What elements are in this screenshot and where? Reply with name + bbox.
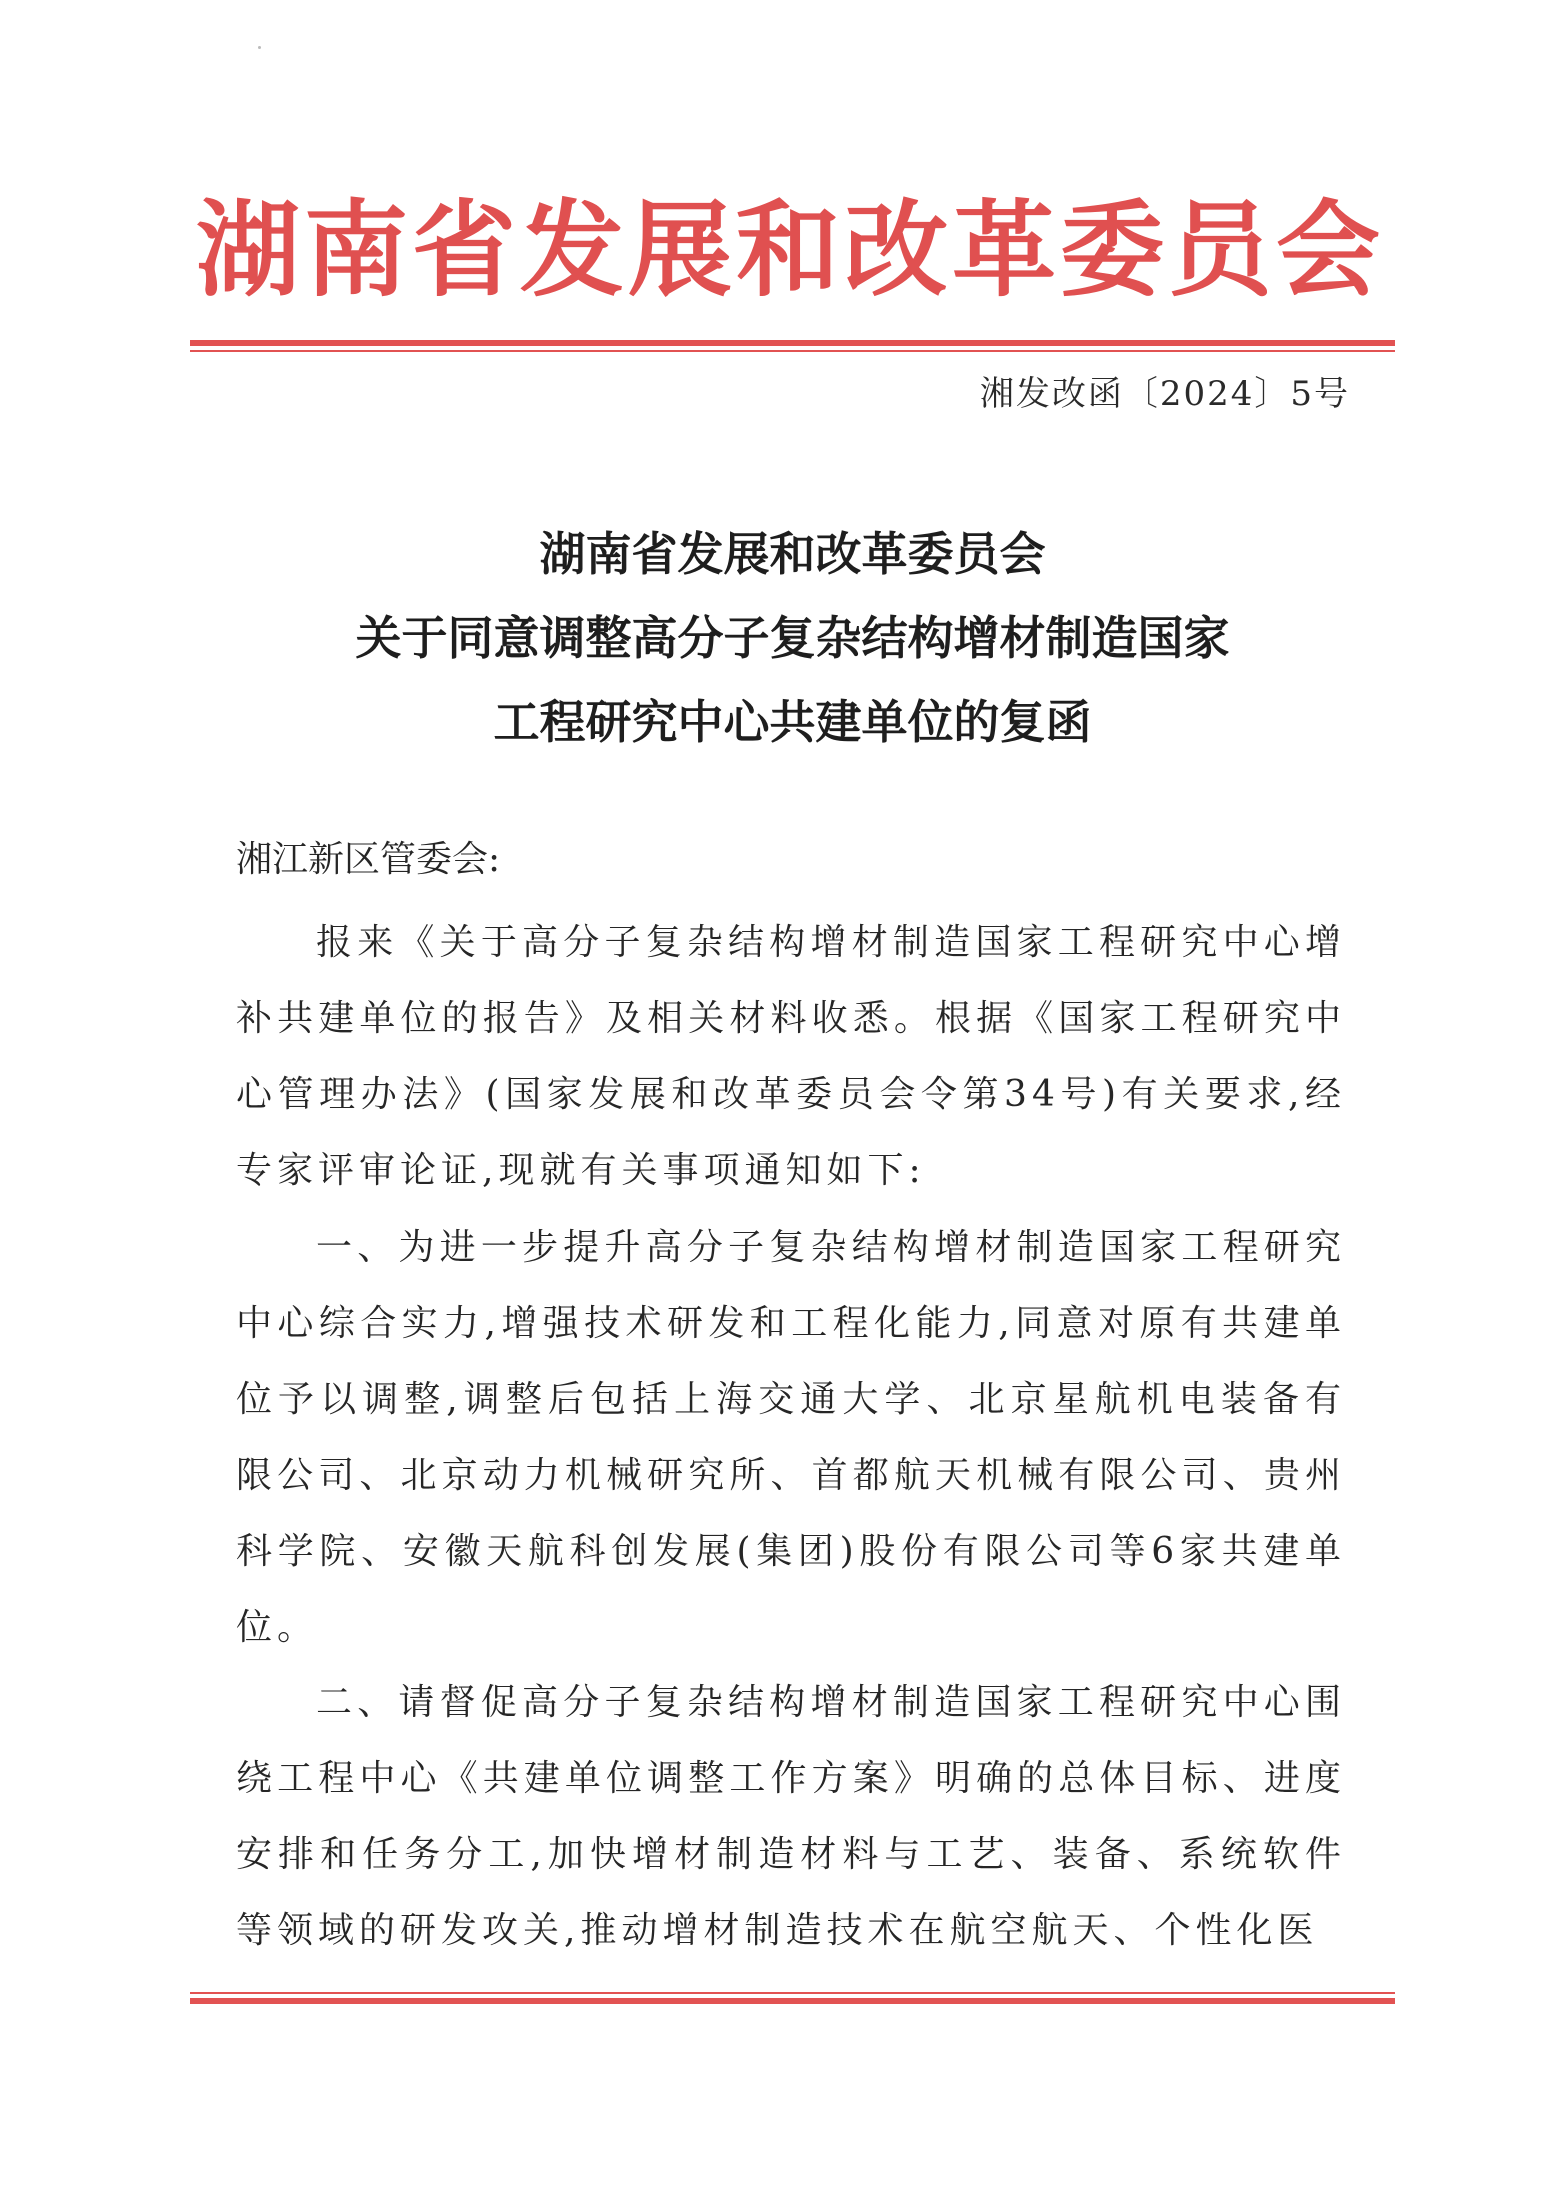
body-paragraph-item-2: 二、请督促高分子复杂结构增材制造国家工程研究中心围绕工程中心《共建单位调整工作方案》明确的总体目标、进度安排和任务分工,加快增材制造材料与工艺、装备、系统软件等领域的研发攻关,推动增材制造技术在航空航天、个性化医 — [236, 1682, 1346, 1951]
letterhead-red-rule-thick — [190, 340, 1395, 346]
document-title — [190, 512, 1395, 764]
body-paragraph-intro: 报来《关于高分子复杂结构增材制造国家工程研究中心增补共建单位的报告》及相关材料收悉。根据《国家工程研究中心管理办法》(国家发展和改革委员会令第34号)有关要求,经专家评审论证,现就有关事项通知如下: — [236, 922, 1346, 1191]
title-line-1: 湖南省发展和改革委员会 — [539, 527, 1046, 581]
footer-red-rule-thick — [190, 1998, 1395, 2004]
letterhead-red-rule-thin — [190, 350, 1395, 352]
title-line-2: 关于同意调整高分子复杂结构增材制造国家 — [355, 611, 1230, 665]
document-number: 湘发改函〔2024〕5号 — [979, 374, 1350, 414]
letterhead-org-name: 湖南省发展和改革委员会 — [195, 188, 1384, 311]
body-paragraph-item-1: 一、为进一步提升高分子复杂结构增材制造国家工程研究中心综合实力,增强技术研发和工程化能力,同意对原有共建单位予以调整,调整后包括上海交通大学、北京星航机电装备有限公司、北京动力机械研究所、首都航天机械有限公司、贵州科学院、安徽天航科创发展(集团)股份有限公司等6家共建单位。 — [236, 1227, 1346, 1648]
addressee: 湘江新区管委会: — [236, 839, 501, 880]
footer-red-rule-thin — [190, 1992, 1395, 1994]
title-line-3: 工程研究中心共建单位的复函 — [493, 695, 1092, 749]
scan-speck — [258, 46, 261, 49]
